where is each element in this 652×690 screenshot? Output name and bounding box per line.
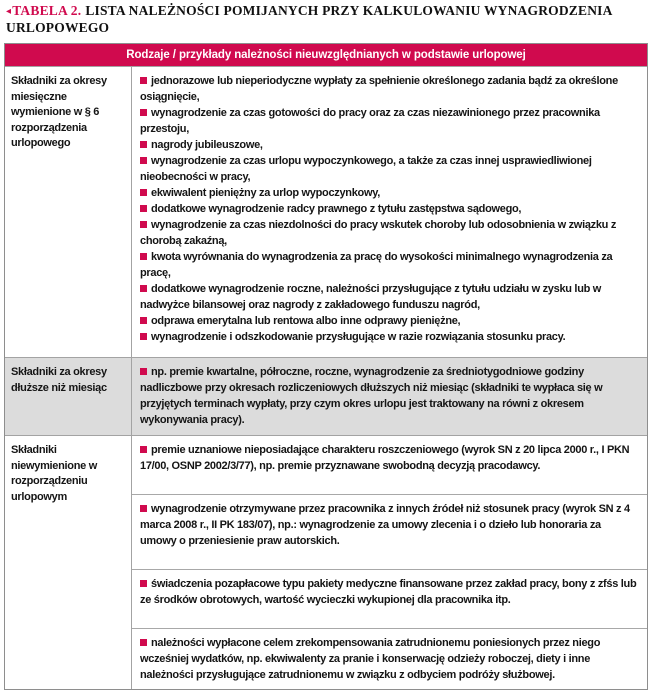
- bullet-square-icon: [140, 639, 147, 646]
- list-item-text: wynagrodzenie za czas niezdolności do pracy wskutek choroby lub odosobnienia w związku z chorobą zakaźną,: [140, 219, 617, 247]
- item-group: [132, 569, 647, 628]
- row-content: [132, 67, 647, 357]
- list-item: [140, 364, 639, 428]
- list-item-text: jednorazowe lub nieperiodyczne wypłaty za spełnienie określonego zadania bądź za określone osiągnięcie,: [140, 75, 618, 103]
- holiday-pay-table: [4, 43, 648, 690]
- table-title: [6, 3, 642, 36]
- list-item-text: świadczenia pozapłacowe typu pakiety medyczne finansowane przez zakład pracy, bony z zfśs lub ze środków obrotowych, wartość wycieczki wykupionej dla pracownika itp.: [140, 578, 637, 606]
- list-item: [140, 217, 639, 249]
- list-item-text: należności wypłacone celem zrekompensowania zatrudnionemu poniesionych przez niego wcześniej wydatków, np. ekwiwalenty za pranie i konserwację odzieży roboczej, diety i inne należności przysługujące zatrudnionemu w związku z odbyciem podróży służbowej.: [140, 637, 601, 681]
- list-item: [140, 153, 639, 185]
- list-item: [140, 313, 639, 329]
- bullet-square-icon: [140, 141, 147, 148]
- table-number-label: TABELA 2.: [12, 3, 82, 18]
- bullet-square-icon: [140, 157, 147, 164]
- list-item: [140, 185, 639, 201]
- list-item-text: premie uznaniowe nieposiadające charakteru roszczeniowego (wyrok SN z 20 lipca 2000 r., I PKN 17/00, OSNP 2002/3/77), np. premie przyznawane swobodną decyzją pracodawcy.: [140, 444, 630, 472]
- table-header: Rodzaje / przykłady należności nieuwzględnianych w podstawie urlopowej: [5, 44, 647, 66]
- bullet-square-icon: [140, 317, 147, 324]
- list-item-text: wynagrodzenie za czas urlopu wypoczynkowego, a także za czas innej usprawiedliwionej nieobecności w pracy,: [140, 155, 592, 183]
- bullet-square-icon: [140, 109, 147, 116]
- bullet-square-icon: [140, 205, 147, 212]
- item-group: [132, 358, 647, 435]
- bullet-square-icon: [140, 580, 147, 587]
- table-marker-icon: ◂: [6, 6, 12, 17]
- list-item-text: np. premie kwartalne, półroczne, roczne, wynagrodzenie za średniotygodniowe godziny nadliczbowe przy okresach rozliczeniowych dłuższych niż miesiąc (składniki te wypłaca się w przyjętych terminach wypłaty, przy czym okres urlopu jest traktowany na równi z okresem wykonywania pracy).: [140, 366, 603, 426]
- list-item: [140, 73, 639, 105]
- list-item: [140, 329, 639, 345]
- bullet-square-icon: [140, 446, 147, 453]
- bullet-square-icon: [140, 285, 147, 292]
- row-content: [132, 358, 647, 435]
- list-item: [140, 201, 639, 217]
- row-header-not-listed: Składniki niewymienione w rozporządzeniu urlopowym: [5, 436, 132, 689]
- list-item: [140, 576, 639, 608]
- item-group: [132, 494, 647, 569]
- list-item: [140, 249, 639, 281]
- list-item-text: wynagrodzenie otrzymywane przez pracownika z innych źródeł niż stosunek pracy (wyrok SN z 4 marca 2008 r., II PK 183/07), np.: wynagrodzenie za umowy zlecenia i o dzieło lub honoraria za umowy o przeniesienie praw autorskich.: [140, 503, 630, 547]
- table-row: [5, 435, 647, 689]
- table-row: [5, 66, 647, 357]
- row-header-monthly-components: Składniki za okresy miesięczne wymienione w § 6 rozporządzenia urlopowego: [5, 67, 132, 357]
- item-group: [132, 436, 647, 494]
- table-row: [5, 357, 647, 435]
- list-item: [140, 105, 639, 137]
- item-group: [132, 628, 647, 689]
- table-title-text: LISTA NALEŻNOŚCI POMIJANYCH PRZY KALKULOWANIU WYNAGRODZENIA URLOPOWEGO: [6, 3, 612, 35]
- list-item: [140, 501, 639, 549]
- list-item-text: wynagrodzenie za czas gotowości do pracy oraz za czas niezawinionego przez pracownika przestoju,: [140, 107, 600, 135]
- list-item: [140, 635, 639, 683]
- list-item: [140, 281, 639, 313]
- list-item-text: nagrody jubileuszowe,: [151, 139, 263, 151]
- bullet-square-icon: [140, 77, 147, 84]
- row-header-longer-than-month: Składniki za okresy dłuższe niż miesiąc: [5, 358, 132, 435]
- bullet-square-icon: [140, 333, 147, 340]
- list-item: [140, 137, 639, 153]
- list-item-text: dodatkowe wynagrodzenie radcy prawnego z tytułu zastępstwa sądowego,: [151, 203, 522, 215]
- row-content: [132, 436, 647, 689]
- bullet-square-icon: [140, 368, 147, 375]
- list-item-text: odprawa emerytalna lub rentowa albo inne odprawy pieniężne,: [151, 315, 461, 327]
- list-item: [140, 442, 639, 474]
- bullet-square-icon: [140, 505, 147, 512]
- item-group: [132, 67, 647, 357]
- bullet-square-icon: [140, 253, 147, 260]
- list-item-text: wynagrodzenie i odszkodowanie przysługujące w razie rozwiązania stosunku pracy.: [151, 331, 566, 343]
- list-item-text: kwota wyrównania do wynagrodzenia za pracę do wysokości minimalnego wynagrodzenia za pracę,: [140, 251, 613, 279]
- bullet-square-icon: [140, 189, 147, 196]
- list-item-text: ekwiwalent pieniężny za urlop wypoczynkowy,: [151, 187, 380, 199]
- list-item-text: dodatkowe wynagrodzenie roczne, należności przysługujące z tytułu udziału w zysku lub w nadwyżce bilansowej oraz nagrody z zakładowego funduszu nagród,: [140, 283, 602, 311]
- bullet-square-icon: [140, 221, 147, 228]
